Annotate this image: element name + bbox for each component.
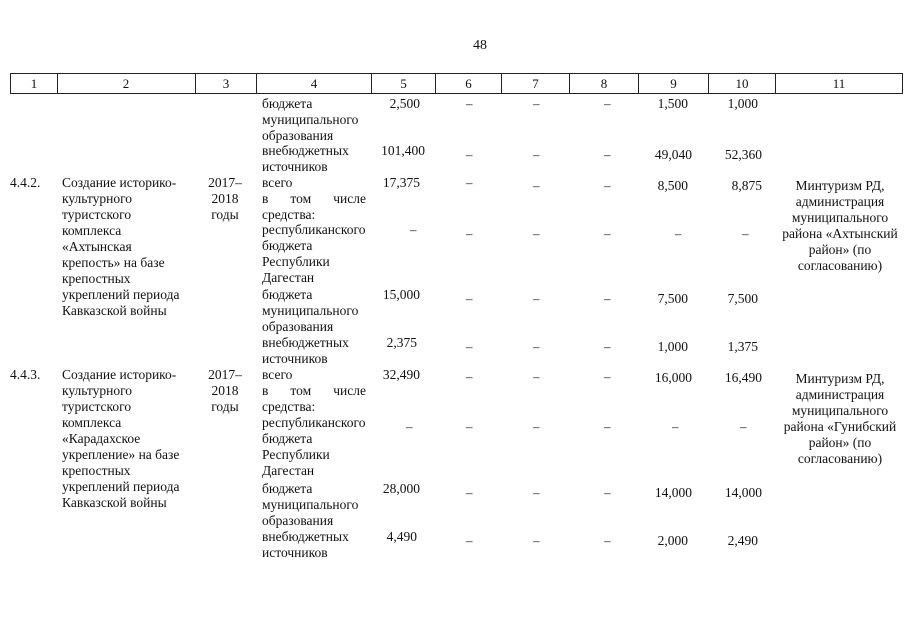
cell-col-10: 52,360 bbox=[724, 147, 762, 162]
cell-col-9: 8,500 bbox=[657, 178, 688, 193]
header-col-6: 6 bbox=[436, 73, 502, 94]
cell-col-7: – bbox=[533, 419, 540, 434]
row-label: в том числе средства: bbox=[262, 383, 366, 414]
row-label: бюджета муниципального образования bbox=[262, 96, 359, 143]
cell-col-6: – bbox=[466, 339, 473, 354]
header-col-11: 11 bbox=[776, 73, 903, 94]
cell-col-5: 15,000 bbox=[382, 287, 420, 302]
header-col-4: 4 bbox=[257, 73, 372, 94]
cell-col-9: 16,000 bbox=[654, 370, 692, 385]
row-label: в том числе средства: bbox=[262, 191, 366, 222]
entry-number: 4.4.3. bbox=[10, 367, 41, 382]
entry-executor: Минтуризм РД, администрация муниципального района «Гунибский район» (по согласованию) bbox=[783, 371, 897, 466]
cell-col-10: 14,000 bbox=[724, 485, 762, 500]
entry-name: Создание историко-культурного туристского комплекса «Карадахское укрепление» на базе крепостных укреплений периода Кавказской войны bbox=[62, 367, 180, 510]
cell-col-10: 1,000 bbox=[727, 96, 758, 111]
cell-col-7: – bbox=[533, 533, 540, 548]
cell-col-10: – bbox=[742, 226, 749, 241]
cell-col-8: – bbox=[604, 147, 611, 162]
header-col-8: 8 bbox=[570, 73, 639, 94]
page-number: 48 bbox=[473, 38, 487, 53]
row-label: бюджета муниципального образования bbox=[262, 481, 359, 528]
row-label: всего bbox=[262, 175, 293, 190]
cell-col-5: 101,400 bbox=[381, 143, 425, 158]
cell-col-5: – bbox=[406, 419, 413, 434]
cell-col-6: – bbox=[466, 175, 473, 190]
cell-col-10: 7,500 bbox=[727, 291, 758, 306]
cell-col-8: – bbox=[604, 369, 611, 384]
header-col-10: 10 bbox=[709, 73, 776, 94]
entry-years: 2017–2018 годы bbox=[208, 175, 242, 222]
cell-col-5: 2,500 bbox=[389, 96, 420, 111]
cell-col-5: 32,490 bbox=[382, 367, 420, 382]
cell-col-6: – bbox=[466, 147, 473, 162]
cell-col-9: 14,000 bbox=[654, 485, 692, 500]
cell-col-8: – bbox=[604, 533, 611, 548]
header-col-2: 2 bbox=[57, 73, 196, 94]
cell-col-9: 1,500 bbox=[657, 96, 688, 111]
cell-col-8: – bbox=[604, 339, 611, 354]
cell-col-6: – bbox=[466, 485, 473, 500]
cell-col-9: 7,500 bbox=[657, 291, 688, 306]
cell-col-7: – bbox=[533, 339, 540, 354]
row-label: внебюджетных источников bbox=[262, 143, 349, 174]
cell-col-7: – bbox=[533, 96, 540, 111]
cell-col-8: – bbox=[604, 226, 611, 241]
cell-col-10: 1,375 bbox=[727, 339, 758, 354]
cell-col-8: – bbox=[604, 96, 611, 111]
cell-col-7: – bbox=[533, 369, 540, 384]
cell-col-9: – bbox=[672, 419, 679, 434]
entry-executor: Минтуризм РД, администрация муниципального района «Ахтынский район» (по согласованию) bbox=[782, 178, 898, 273]
cell-col-7: – bbox=[533, 147, 540, 162]
cell-col-7: – bbox=[533, 291, 540, 306]
row-label: республиканского бюджета Республики Дагестан bbox=[262, 222, 366, 285]
cell-col-5: – bbox=[410, 222, 417, 237]
cell-col-6: – bbox=[466, 226, 473, 241]
header-col-7: 7 bbox=[502, 73, 570, 94]
cell-col-7: – bbox=[533, 178, 540, 193]
cell-col-6: – bbox=[466, 533, 473, 548]
cell-col-9: – bbox=[675, 226, 682, 241]
cell-col-10: 8,875 bbox=[731, 178, 762, 193]
cell-col-8: – bbox=[604, 485, 611, 500]
cell-col-5: 4,490 bbox=[386, 529, 417, 544]
row-label: внебюджетных источников bbox=[262, 529, 349, 560]
cell-col-8: – bbox=[604, 178, 611, 193]
cell-col-9: 2,000 bbox=[657, 533, 688, 548]
cell-col-9: 49,040 bbox=[654, 147, 692, 162]
cell-col-6: – bbox=[466, 96, 473, 111]
cell-col-7: – bbox=[533, 226, 540, 241]
cell-col-6: – bbox=[466, 291, 473, 306]
header-col-1: 1 bbox=[10, 73, 58, 94]
row-label: республиканского бюджета Республики Дагестан bbox=[262, 415, 366, 478]
cell-col-5: 28,000 bbox=[382, 481, 420, 496]
header-col-5: 5 bbox=[372, 73, 436, 94]
entry-number: 4.4.2. bbox=[10, 175, 41, 190]
cell-col-9: 1,000 bbox=[657, 339, 688, 354]
entry-years: 2017–2018 годы bbox=[208, 367, 242, 414]
cell-col-10: – bbox=[740, 419, 747, 434]
cell-col-5: 2,375 bbox=[386, 335, 417, 350]
entry-name: Создание историко-культурного туристского комплекса «Ахтынская крепость» на базе крепостных укреплений периода Кавказской войны bbox=[62, 175, 180, 318]
cell-col-6: – bbox=[466, 369, 473, 384]
cell-col-5: 17,375 bbox=[382, 175, 420, 190]
cell-col-8: – bbox=[604, 419, 611, 434]
row-label: всего bbox=[262, 367, 293, 382]
cell-col-10: 16,490 bbox=[724, 370, 762, 385]
header-col-3: 3 bbox=[196, 73, 257, 94]
cell-col-8: – bbox=[604, 291, 611, 306]
row-label: внебюджетных источников bbox=[262, 335, 349, 366]
cell-col-10: 2,490 bbox=[727, 533, 758, 548]
cell-col-7: – bbox=[533, 485, 540, 500]
cell-col-6: – bbox=[466, 419, 473, 434]
row-label: бюджета муниципального образования bbox=[262, 287, 359, 334]
header-col-9: 9 bbox=[639, 73, 709, 94]
